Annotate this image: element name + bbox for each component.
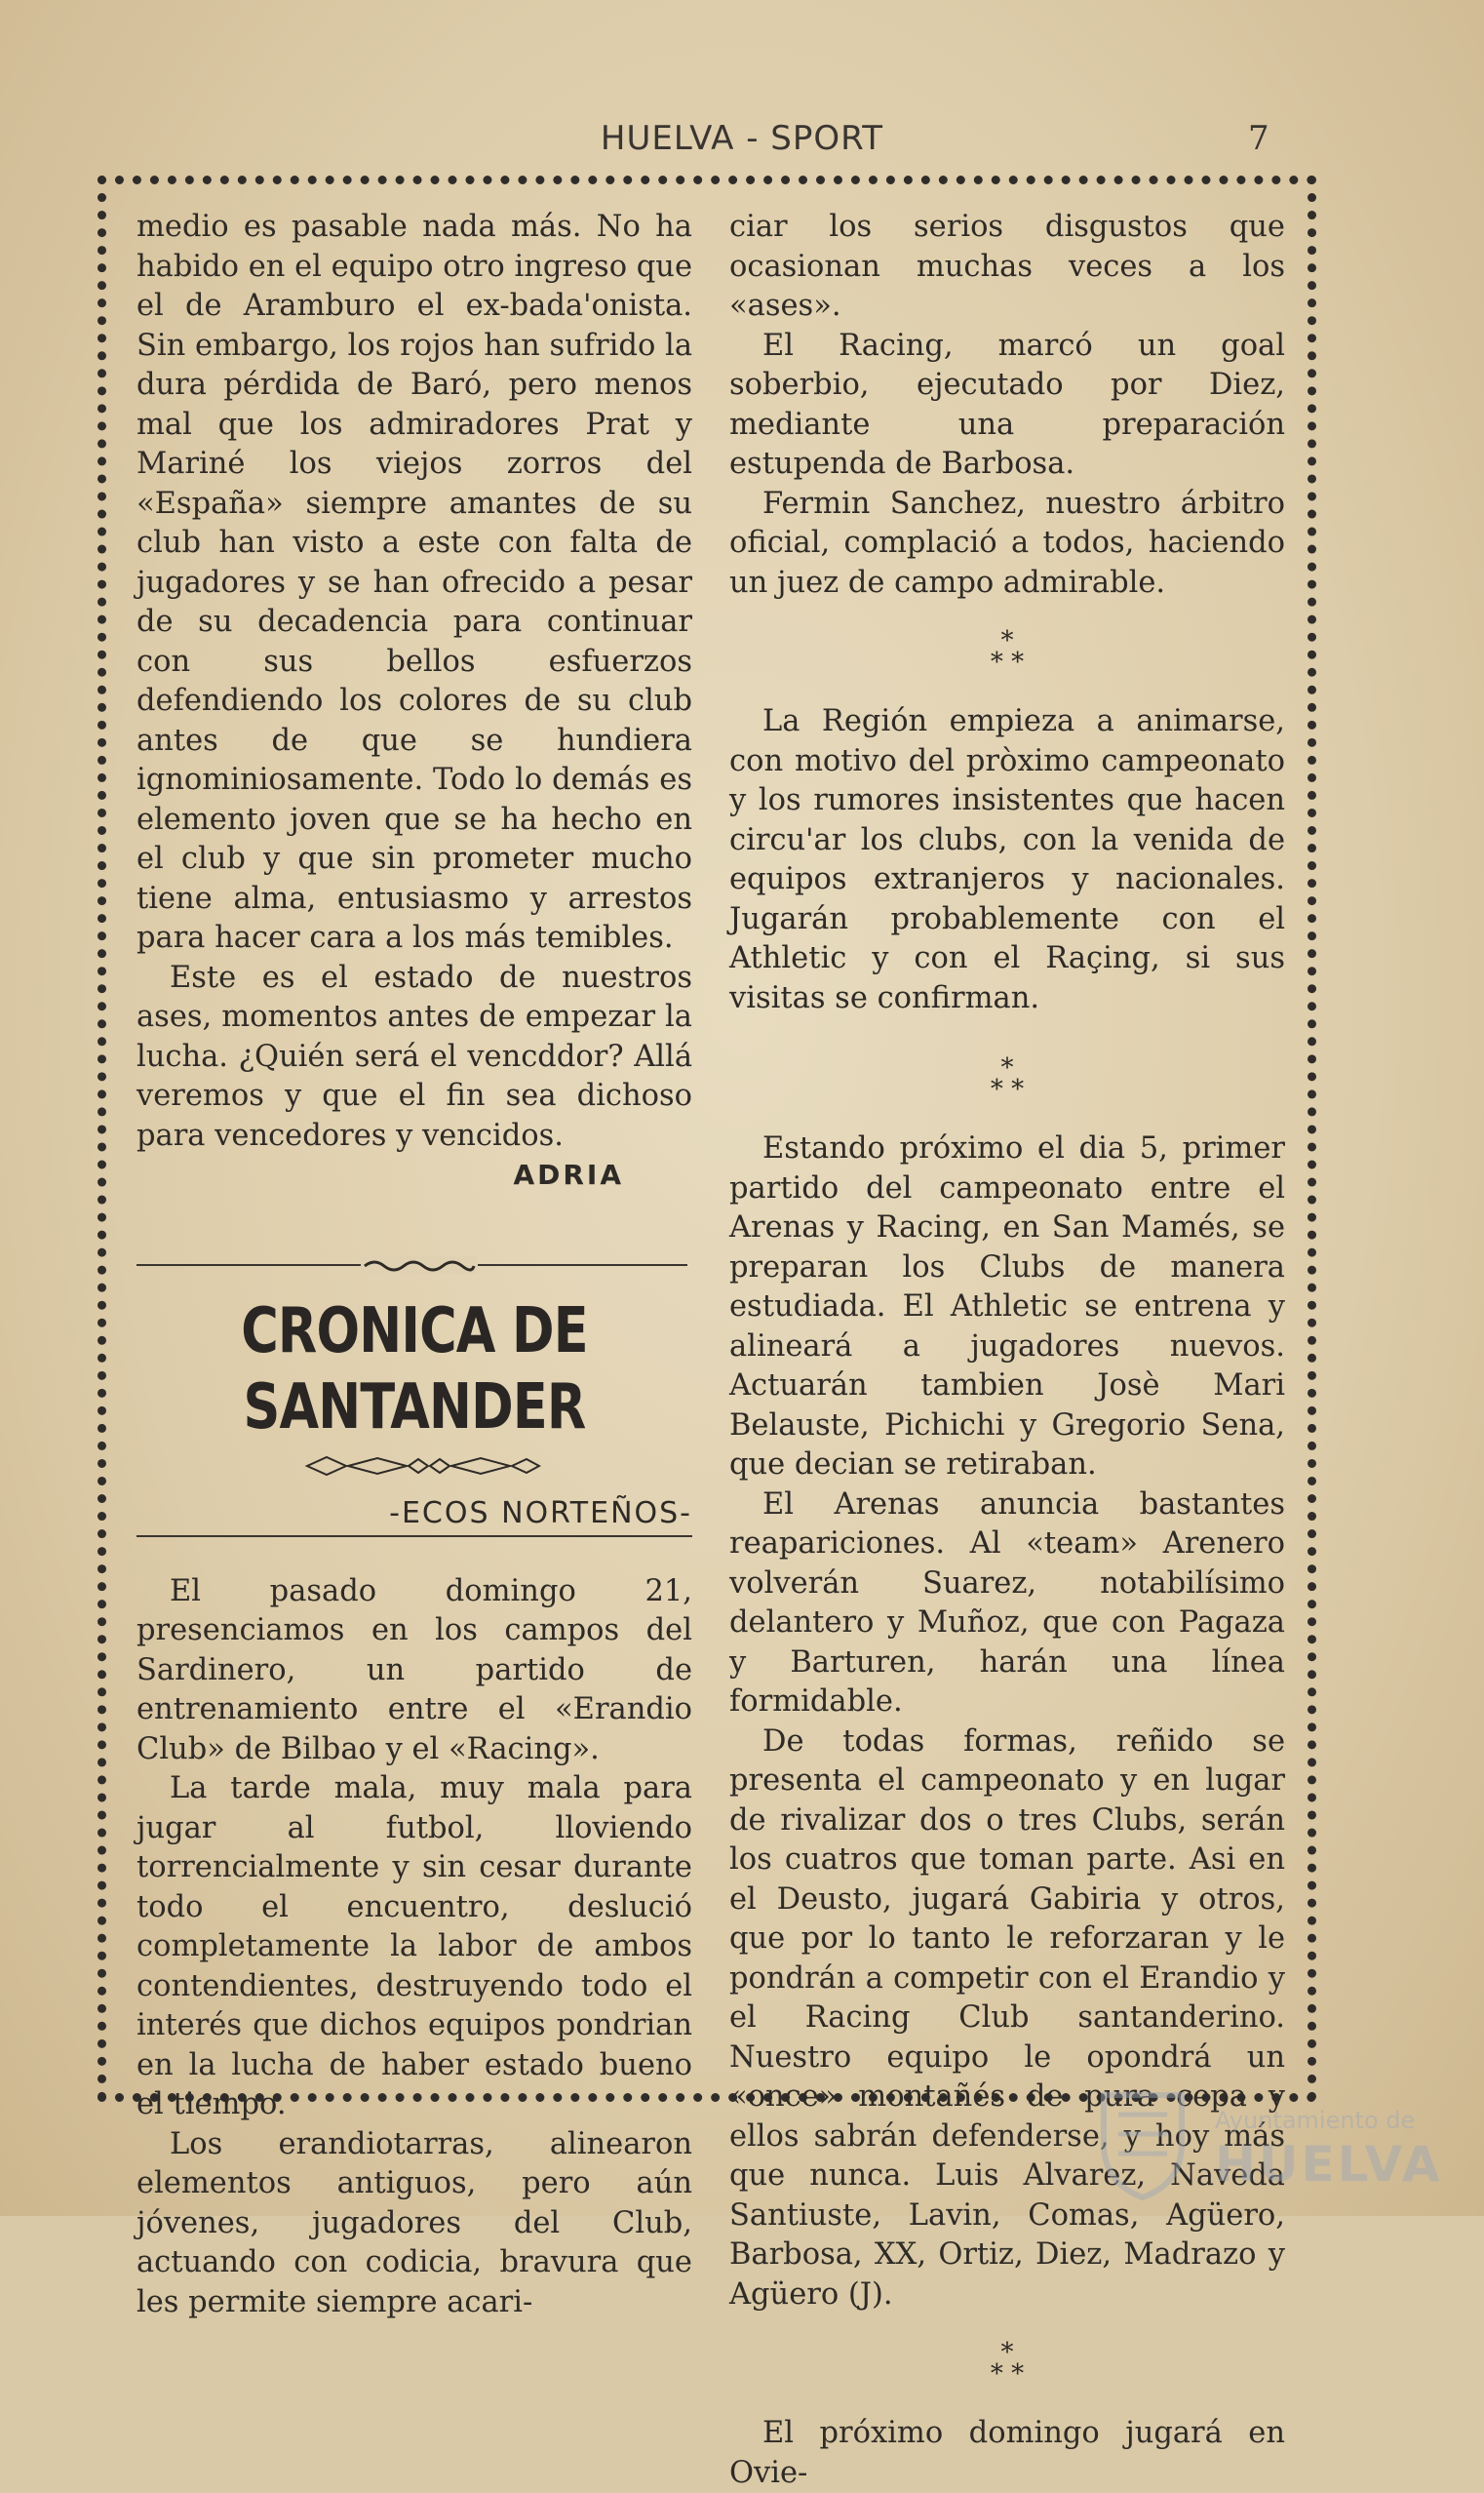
- author-signature: ADRIA: [513, 1159, 624, 1191]
- asterism-divider: [729, 1053, 1285, 1104]
- left-column: [137, 208, 692, 2322]
- asterism-top: *: [1000, 1053, 1014, 1083]
- article-paragraph: Este es el estado de nuestros ases, momentos antes de empezar la lucha. ¿Quién será el vencddor? Allá veremos y que el fin sea dichoso para vencedores y vencidos.: [137, 960, 692, 1153]
- article-paragraph: El Arenas anuncia bastantes reapariciones. Al «team» Arenero volverán Suarez, notabilísimo delantero y Muñoz, que con Pagaza y Barturen, harán una línea formidable.: [729, 1486, 1285, 1719]
- asterism-divider: [729, 626, 1285, 677]
- article-paragraph: Estando próximo el dia 5, primer partido del campeonato entre el Arenas y Racing, en San Mamés, se preparan los Clubs de manera estudiada. El Athletic se entrena y alineará a jugadores nuevos. Actuarán tambien Josè Mari Belauste, Pichichi y Gregorio Sena, que decian se retiraban.: [729, 1131, 1285, 1482]
- article-paragraph: La Región empieza a animarse, con motivo del pròximo campeonato y los rumores insistentes que hacen circu'ar los clubs, con la venida de equipos extranjeros y nacionales. Jugarán probablemente con el Athletic y con el Raçing, si sus visitas se confirman.: [729, 704, 1285, 1015]
- asterism-top: *: [1000, 626, 1014, 655]
- article-paragraph: El próximo domingo jugará en Ovie-: [729, 2416, 1285, 2490]
- running-title: HUELVA - SPORT: [600, 119, 884, 158]
- section-subtitle: -ECOS NORTEÑOS-: [137, 1492, 692, 1537]
- asterism-bottom: * *: [990, 648, 1025, 677]
- article-paragraph: ciar los serios disgustos que ocasionan muchas veces a los «ases».: [729, 210, 1285, 323]
- asterism-bottom: * *: [990, 2359, 1025, 2389]
- watermark-line-1: Ayuntamiento de: [1215, 2107, 1416, 2134]
- watermark-line-2: HUELVA: [1215, 2136, 1443, 2193]
- article-paragraph: Los erandiotarras, alinearon elementos antiguos, pero aún jóvenes, jugadores del Club, actuando con codicia, bravura que les permite siempre acari-: [137, 2126, 692, 2319]
- asterism-divider: [729, 2338, 1285, 2389]
- asterism-bottom: * *: [990, 1075, 1025, 1104]
- wave-ornament-icon: [361, 1256, 478, 1274]
- article-paragraph: De todas formas, reñido se presenta el campeonato y en lugar de rivalizar dos o tres Clubs, serán los cuatros que toman parte. Asi en el Deusto, jugará Gabiria y otros, que por lo tanto le reforzaran y le pondrán a competir con el Erandio y el Racing Club santanderino. Nuestro equipo le opondrá un «once» montañés de pura cepa y ellos sabrán defenderse, y hoy más que nunca. Luis Alvarez, Naveda Santiuste, Lavin, Comas, Agüero, Barbosa, XX, Ortiz, Diez, Madrazo y Agüero (J).: [729, 1723, 1285, 2312]
- archive-watermark: [1084, 2085, 1474, 2202]
- section-title: CRONICA DE SANTANDER: [241, 1294, 588, 1444]
- article-paragraph: La tarde mala, muy mala para jugar al futbol, lloviendo torrencialmente y sin cesar durante todo el encuentro, deslució completamente la labor de ambos contendientes, destruyendo todo el interés que dichos equipos pondrian en la lucha de haber estado bueno el tiempo.: [137, 1771, 692, 2121]
- page-number: 7: [1248, 119, 1269, 158]
- shield-icon: [1084, 2085, 1201, 2202]
- article-paragraph: medio es pasable nada más. No ha habido en el equipo otro ingreso que el de Aramburo el ex-bada'onista. Sin embargo, los rojos han sufrido la dura pérdida de Baró, pero menos mal que los admiradores Prat y Mariné los viejos zorros del «España» siempre amantes de su club han visto a este con falta de jugadores y se han ofrecido a pesar de su decadencia para continuar con sus bellos esfuerzos defendiendo los colores de su club antes de que se hundiera ignominiosamente. Todo lo demás es elemento joven que se ha hecho en el club y que sin prometer mucho tiene alma, entusiasmo y arrestos para hacer cara a los más temibles.: [137, 210, 692, 955]
- asterism-top: *: [1000, 2338, 1014, 2367]
- article-paragraph: El pasado domingo 21, presenciamos en los campos del Sardinero, un partido de entrenamiento entre el «Erandio Club» de Bilbao y el «Racing».: [137, 1573, 692, 1766]
- diamond-ornament-icon: [137, 1451, 692, 1486]
- article-paragraph: El Racing, marcó un goal soberbio, ejecutado por Diez, mediante una preparación estupenda de Barbosa.: [729, 328, 1285, 481]
- section-divider: [137, 1252, 692, 1276]
- article-paragraph: Fermin Sanchez, nuestro árbitro oficial, complació a todos, haciendo un juez de campo admirable.: [729, 486, 1285, 600]
